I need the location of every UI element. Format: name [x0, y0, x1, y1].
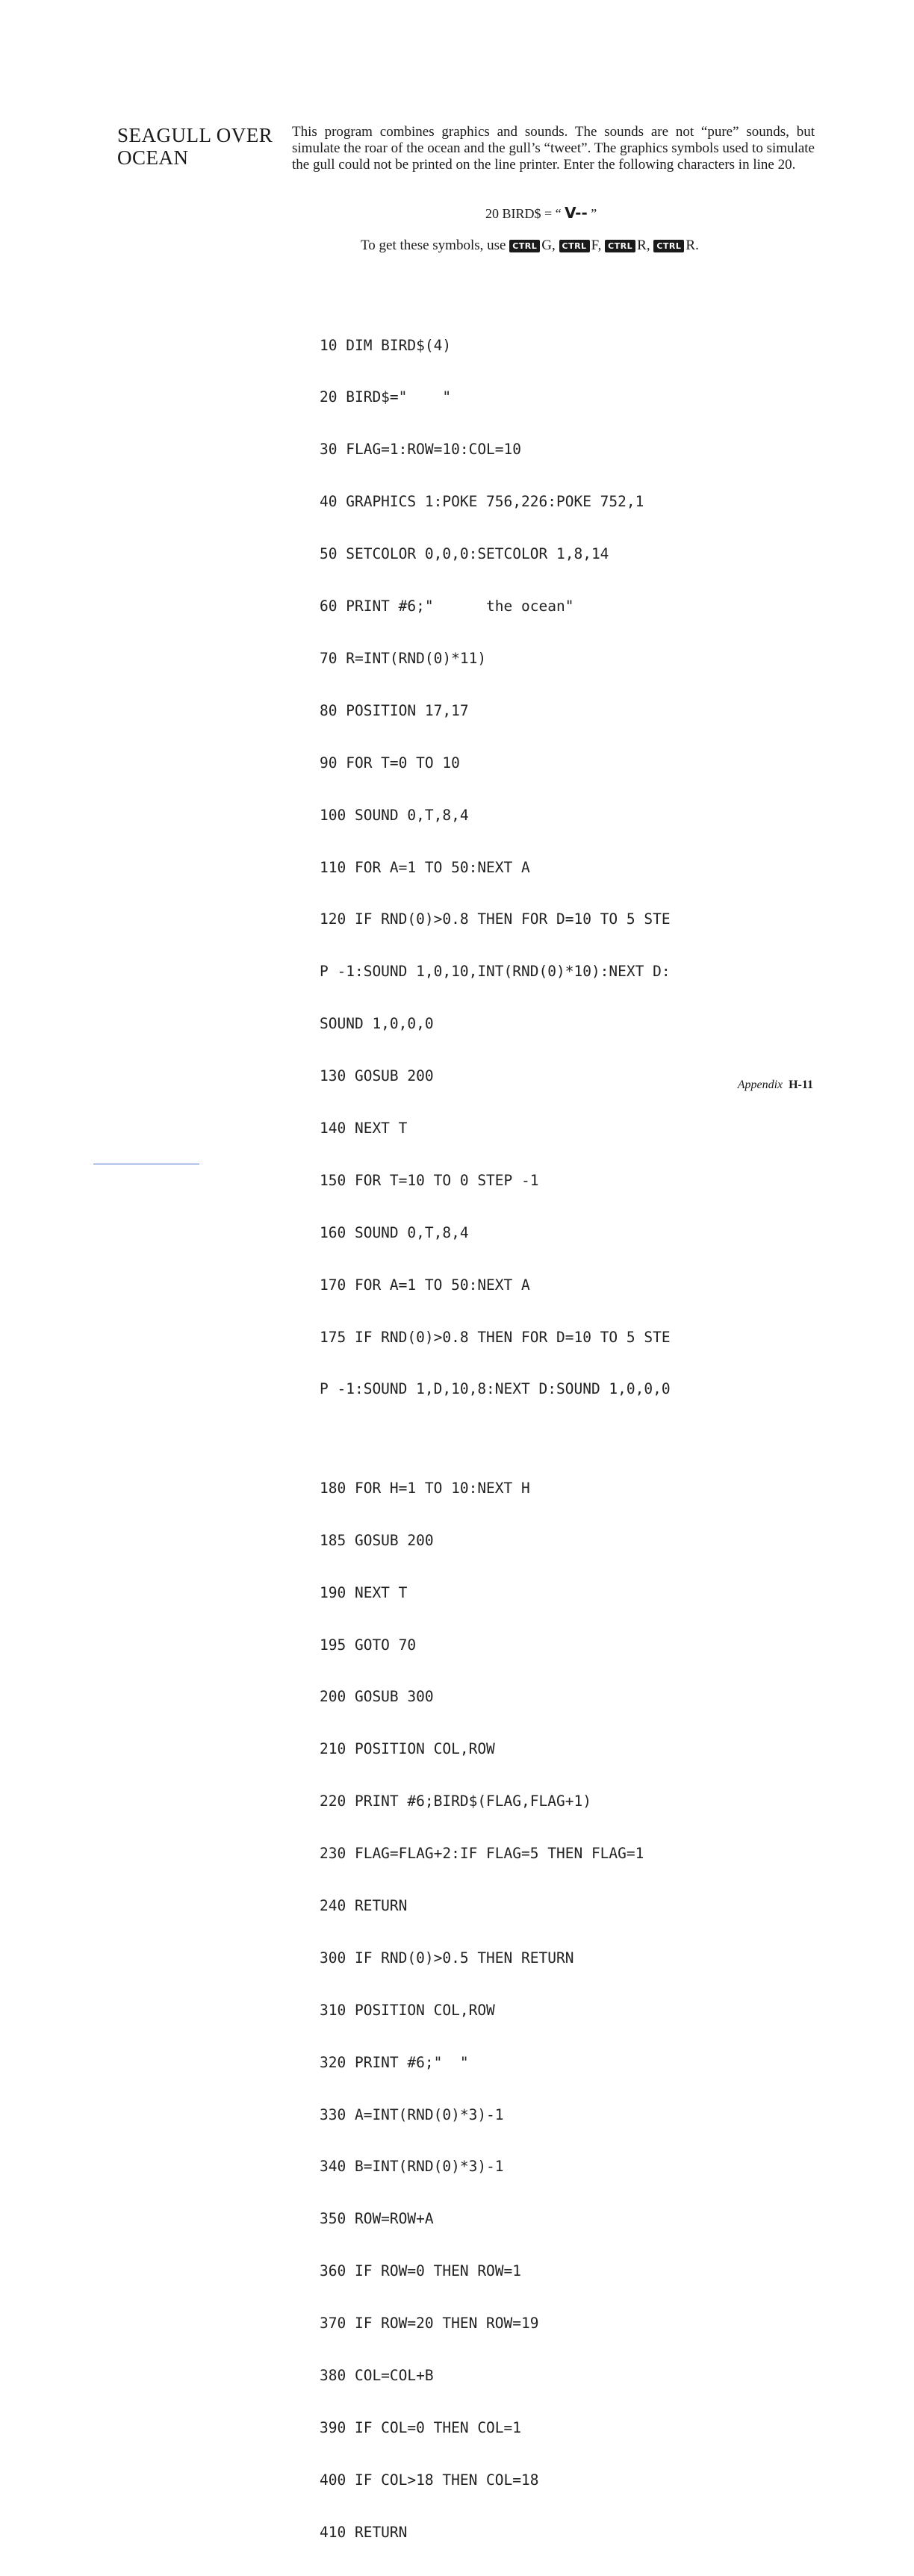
code-line: 220 PRINT #6;BIRD$(FLAG,FLAG+1)	[320, 1793, 591, 1810]
ctrl-key-icon: CTRL	[559, 240, 590, 252]
code-line: 170 FOR A=1 TO 50:NEXT A	[320, 1276, 530, 1294]
code-line: 380 COL=COL+B	[320, 2367, 434, 2385]
ctrl-combo-key: R,	[637, 238, 650, 253]
code-line: 410 RETURN	[320, 2523, 408, 2541]
bird-graphic-symbols: V--	[565, 204, 588, 222]
ctrl-combo-key: G,	[541, 238, 556, 253]
code-line: 110 FOR A=1 TO 50:NEXT A	[320, 858, 530, 876]
code-line: 195 GOTO 70	[320, 1636, 417, 1654]
ctrl-key-icon: CTRL	[509, 240, 540, 252]
footer-appendix-label: Appendix	[737, 1078, 783, 1091]
code-line: 160 SOUND 0,T,8,4	[320, 1223, 469, 1241]
ctrl-key-instructions	[361, 238, 699, 254]
page-footer	[738, 1078, 813, 1093]
code-line: 140 NEXT T	[320, 1119, 408, 1137]
code-line: 390 IF COL=0 THEN COL=1	[320, 2418, 522, 2436]
section-title-line-1: SEAGULL OVER	[117, 124, 273, 146]
code-line: 300 IF RND(0)>0.5 THEN RETURN	[320, 1949, 574, 1967]
code-line: 180 FOR H=1 TO 10:NEXT H	[320, 1479, 530, 1497]
code-line: 210 POSITION COL,ROW	[320, 1740, 495, 1758]
code-line: 40 GRAPHICS 1:POKE 756,226:POKE 752,1	[320, 493, 644, 511]
ctrl-key-icon: CTRL	[605, 240, 635, 252]
bird-line-suffix: ”	[587, 206, 597, 221]
code-line: 20 BIRD$=" "	[320, 388, 452, 406]
code-line: SOUND 1,0,0,0	[320, 1015, 434, 1033]
ctrl-instructions-lead: To get these symbols, use	[361, 238, 506, 253]
ctrl-combo-key: F,	[591, 238, 602, 253]
code-line: 320 PRINT #6;" "	[320, 2053, 469, 2071]
code-line: 400 IF COL>18 THEN COL=18	[320, 2471, 539, 2489]
bird-line-prefix: 20 BIRD$ = “	[485, 206, 565, 221]
code-line: 10 DIM BIRD$(4)	[320, 336, 452, 354]
code-line: 150 FOR T=10 TO 0 STEP -1	[320, 1171, 539, 1189]
code-line: 240 RETURN	[320, 1897, 408, 1915]
code-line: 70 R=INT(RND(0)*11)	[320, 649, 487, 667]
code-line: 200 GOSUB 300	[320, 1688, 434, 1706]
code-line: 30 FLAG=1:ROW=10:COL=10	[320, 441, 522, 459]
ctrl-combo-key: R.	[686, 238, 699, 253]
code-line: 190 NEXT T	[320, 1583, 408, 1601]
code-line: 310 POSITION COL,ROW	[320, 2001, 495, 2019]
code-line: 130 GOSUB 200	[320, 1067, 434, 1085]
intro-paragraph: This program combines graphics and sounds. The sounds are not “pure” sounds, but simulate the roar of the ocean and the gull’s “tweet”. The graphics symbols used to simulate the gull could not be printed on the line printer. Enter the following characters in line 20.	[292, 124, 815, 173]
page-number: H-11	[789, 1078, 813, 1091]
code-line: 360 IF ROW=0 THEN ROW=1	[320, 2262, 522, 2280]
code-line: 100 SOUND 0,T,8,4	[320, 806, 469, 824]
code-line: P -1:SOUND 1,0,10,INT(RND(0)*10):NEXT D:	[320, 963, 671, 981]
code-line: 60 PRINT #6;" the ocean"	[320, 598, 574, 615]
code-line: 230 FLAG=FLAG+2:IF FLAG=5 THEN FLAG=1	[320, 1845, 644, 1863]
ctrl-key-icon: CTRL	[653, 240, 684, 252]
basic-program-listing	[320, 302, 671, 2576]
code-line: 330 A=INT(RND(0)*3)-1	[320, 2105, 504, 2123]
listing-gap	[320, 1433, 671, 1444]
section-title	[117, 124, 282, 169]
bird-string-example	[485, 205, 597, 222]
code-line: 350 ROW=ROW+A	[320, 2210, 434, 2228]
code-line: 340 B=INT(RND(0)*3)-1	[320, 2158, 504, 2176]
code-line: 90 FOR T=0 TO 10	[320, 754, 460, 772]
code-line: 370 IF ROW=20 THEN ROW=19	[320, 2315, 539, 2333]
code-line: P -1:SOUND 1,D,10,8:NEXT D:SOUND 1,0,0,0	[320, 1380, 671, 1398]
section-title-line-2: OCEAN	[117, 146, 189, 169]
code-line: 120 IF RND(0)>0.8 THEN FOR D=10 TO 5 STE	[320, 910, 671, 928]
code-line: 80 POSITION 17,17	[320, 701, 469, 719]
code-line: 185 GOSUB 200	[320, 1531, 434, 1549]
code-line: 175 IF RND(0)>0.8 THEN FOR D=10 TO 5 STE	[320, 1328, 671, 1346]
code-line: 50 SETCOLOR 0,0,0:SETCOLOR 1,8,14	[320, 545, 609, 563]
